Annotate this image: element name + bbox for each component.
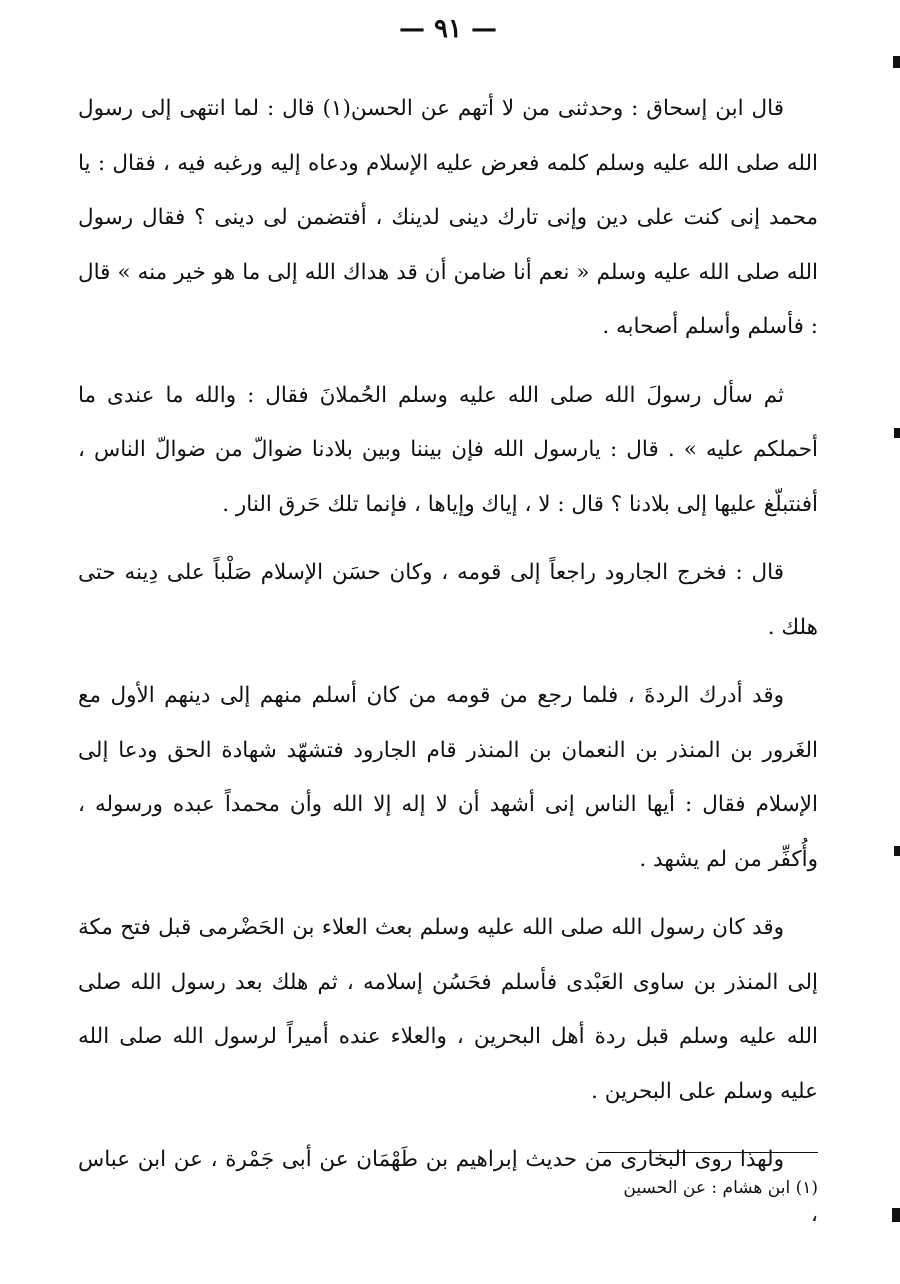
page-number: — ٩١ — [398, 14, 498, 44]
paragraph-6: ولهذا روى البخارى من حديث إبراهيم بن طَهْمَان عن أبى جَمْرة ، عن ابن عباس ، [78, 1147, 818, 1227]
scan-edge-mark [893, 56, 900, 68]
paragraph-5: وقد كان رسول الله صلى الله عليه وسلم بعث العلاء بن الحَضْرمى قبل فتح مكة إلى المنذر بن ساوى العَبْدى فأسلم فحَسُن إسلامه ، ثم هلك بعد رسول الله صلى الله عليه وسلم قبل ردة أهل البحرين ، والعلاء عنده أميراً لرسول الله صلى الله عليه وسلم على البحرين . [78, 915, 818, 1104]
main-text [78, 82, 818, 1256]
paragraph-4: وقد أدرك الردةَ ، فلما رجع من قومه من كان أسلم منهم إلى دينهم الأول مع الغَرور بن المنذر بن النعمان بن المنذر قام الجارود فتشهّد شهادة الحق ودعا إلى الإسلام فقال : أيها الناس إنى أشهد أن لا إله إلا الله وأن محمداً عبده ورسوله ، وأُكفِّر من لم يشهد . [78, 683, 818, 872]
scan-edge-mark [894, 846, 900, 856]
scan-edge-mark [894, 428, 900, 438]
footnote-divider [598, 1152, 818, 1153]
footnote-1: (١) ابن هشام : عن الحسين [623, 1178, 818, 1198]
paragraph-3: قال : فخرج الجارود راجعاً إلى قومه ، وكان حسَن الإسلام صَلْباً على دِينه حتى هلك . [78, 560, 818, 640]
paragraph-2: ثم سأل رسولَ الله صلى الله عليه وسلم الحُملانَ فقال : والله ما عندى ما أحملكم عليه » . قال : يارسول الله فإن بيننا وبين بلادنا ضوالّ من ضوالّ الناس ، أفنتبلّغ عليها إلى بلادنا ؟ قال : لا ، إياك وإياها ، فإنما تلك حَرق النار . [78, 382, 818, 517]
scan-edge-mark [892, 1208, 900, 1222]
document-page [78, 0, 818, 1284]
paragraph-1: قال ابن إسحاق : وحدثنى من لا أتهم عن الحسن(١) قال : لما انتهى إلى رسول الله صلى الله عليه وسلم كلمه فعرض عليه الإسلام ودعاه إليه ورغبه فيه ، فقال : يا محمد إنى كنت على دين وإنى تارك دينى لدينك ، أفتضمن لى دينى ؟ فقال رسول الله صلى الله عليه وسلم « نعم أنا ضامن أن قد هداك الله إلى ما هو خير منه » قال : فأسلم وأسلم أصحابه . [78, 96, 818, 339]
